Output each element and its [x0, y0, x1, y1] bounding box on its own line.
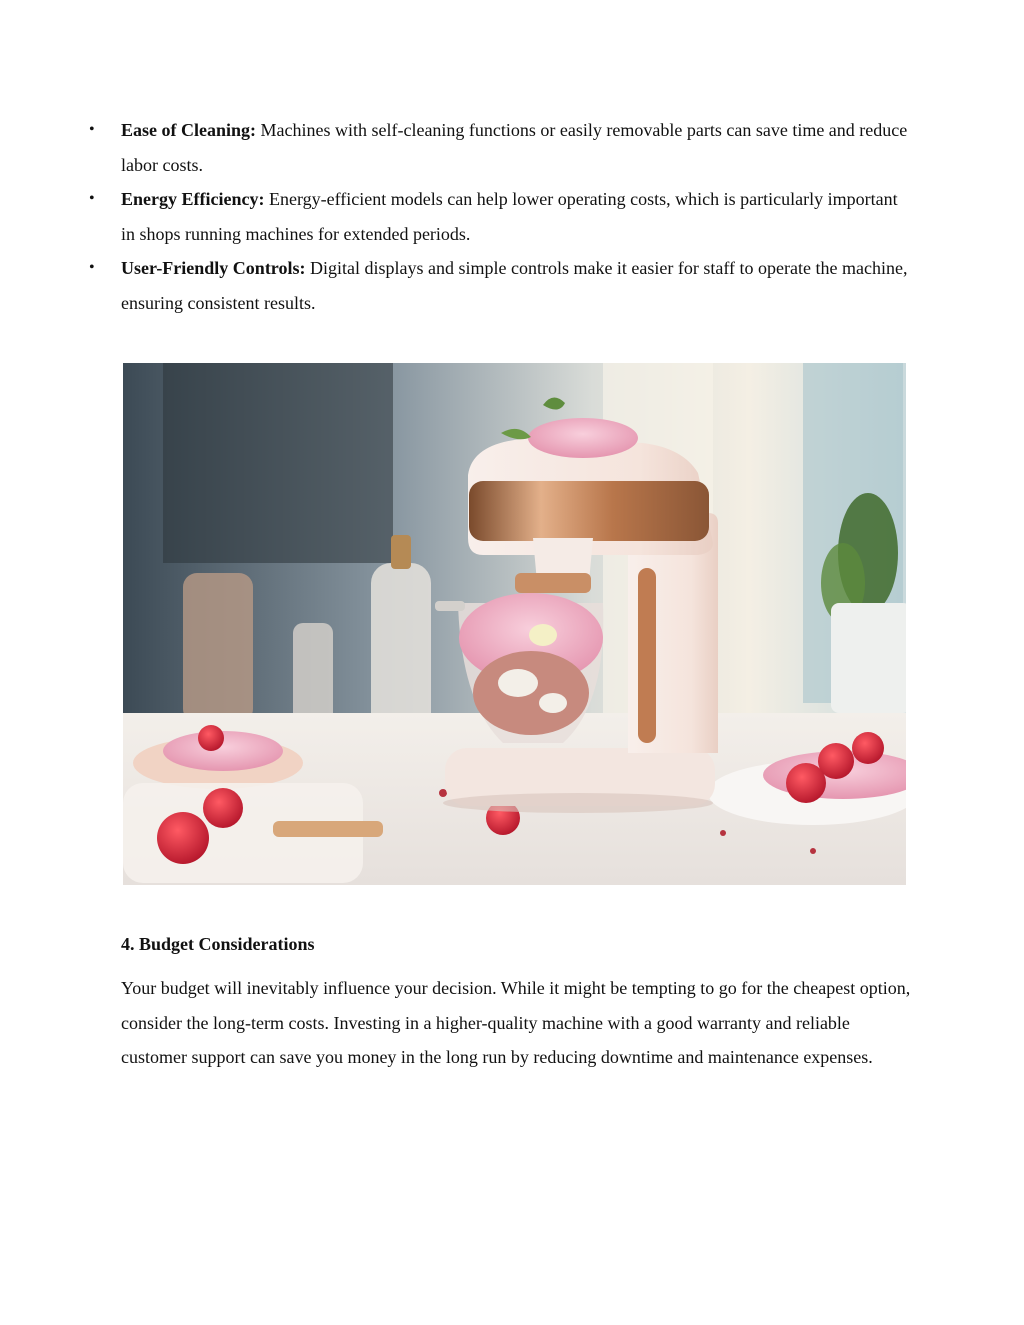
ice-cream-machine-photo: [123, 363, 906, 885]
section-heading: 4. Budget Considerations: [121, 934, 315, 954]
feature-description: Machines with self-cleaning functions or easily removable parts can save time and reduce labor costs.: [121, 120, 908, 175]
feature-item-energy-efficiency: [0, 182, 1024, 251]
feature-item-ease-of-cleaning: [0, 113, 1024, 182]
feature-description: Energy-efficient models can help lower operating costs, which is particularly important in shops running machines for extended periods.: [121, 189, 898, 244]
feature-list: [0, 113, 1024, 320]
feature-term: Ease of Cleaning:: [121, 120, 256, 140]
feature-term: Energy Efficiency:: [121, 189, 265, 209]
feature-item-user-friendly-controls: [0, 251, 1024, 320]
bullet-icon: •: [89, 259, 95, 276]
section-body: Your budget will inevitably influence your decision. While it might be tempting to go for the cheapest option, consider the long-term costs. Investing in a higher-quality machine with a good warranty and reliable customer support can save you money in the long run by reducing downtime and maintenance expenses.: [121, 978, 911, 1067]
feature-term: User-Friendly Controls:: [121, 258, 306, 278]
bullet-icon: •: [89, 190, 95, 207]
bullet-icon: •: [89, 121, 95, 138]
feature-description: Digital displays and simple controls make it easier for staff to operate the machine, ensuring consistent results.: [121, 258, 908, 313]
